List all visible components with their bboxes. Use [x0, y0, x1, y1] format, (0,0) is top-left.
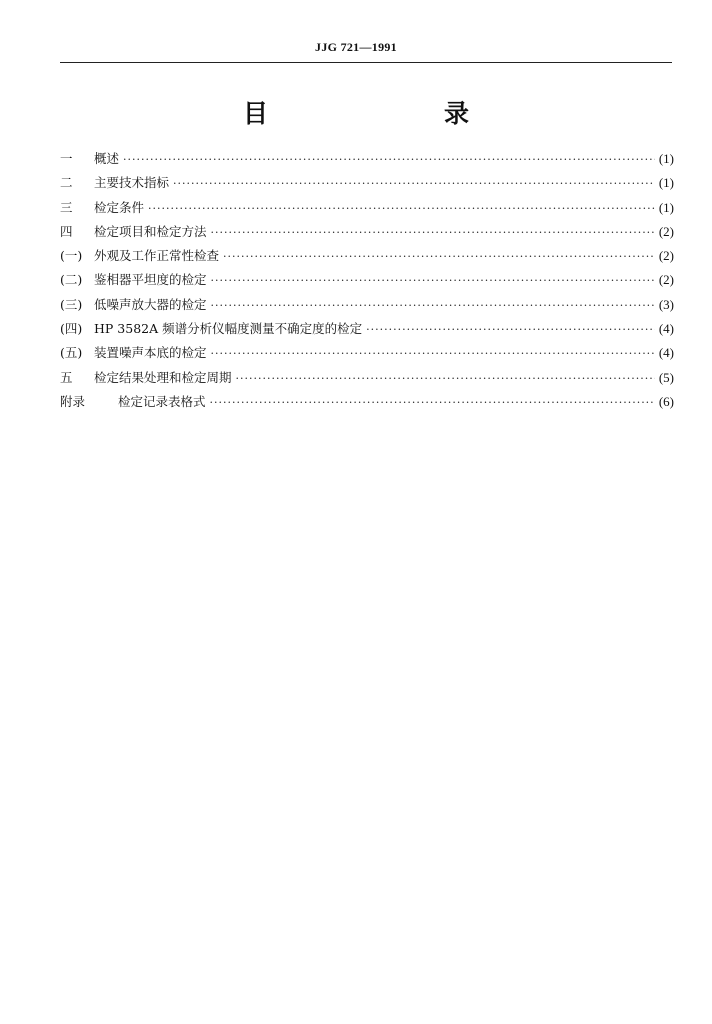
toc-entry[interactable]: [60, 173, 674, 197]
toc-entry-title: 外观及工作正常性检查: [94, 248, 220, 264]
toc-leader-dots: [173, 177, 655, 190]
toc-entry-page: (5): [658, 369, 674, 385]
toc-entry[interactable]: [60, 246, 674, 270]
toc-entry-number: 三: [60, 199, 73, 215]
toc-entry-title: 主要技术指标: [94, 175, 170, 191]
toc-entry-title: 检定条件: [94, 199, 145, 215]
toc-entry-page: (1): [658, 199, 674, 215]
toc-leader-dots: [366, 323, 655, 336]
toc-leader-dots: [211, 274, 655, 287]
toc-leader-dots: [210, 396, 655, 409]
toc-leader-dots: [211, 299, 655, 312]
toc-entry-page: (2): [658, 223, 674, 239]
document-code-header: JJG 721—1991: [315, 40, 397, 54]
toc-entry-title: 装置噪声本底的检定: [94, 345, 207, 361]
toc-entry[interactable]: [60, 319, 674, 343]
toc-entry-number: (四): [60, 321, 83, 337]
toc-entry-number: 一: [60, 151, 73, 166]
header-rule: [60, 62, 672, 63]
toc-entry-number: 四: [60, 223, 73, 239]
toc-entry-number: (五): [60, 345, 83, 361]
toc-leader-dots: [211, 226, 655, 239]
toc-leader-dots: [123, 153, 655, 166]
toc-entry-title: 鉴相器平坦度的检定: [94, 272, 207, 288]
toc-entry-page: (4): [658, 345, 674, 361]
toc-entry-page: (3): [658, 296, 674, 312]
toc-entry-title: 概述: [94, 151, 120, 166]
toc-entry[interactable]: [60, 392, 674, 416]
toc-leader-dots: [211, 347, 655, 360]
toc-entry-number: (三): [60, 296, 83, 312]
toc-leader-dots: [148, 202, 655, 215]
page-title: 目 录: [242, 99, 511, 128]
toc-entry-page: (1): [658, 175, 674, 191]
toc-entry-title: 检定记录表格式: [118, 393, 206, 409]
toc-entry-page: (4): [658, 321, 674, 337]
toc-entry-number: (一): [60, 248, 83, 264]
toc-entry[interactable]: [60, 149, 674, 173]
toc-entry-title: HP 3582A 频谱分析仪幅度测量不确定度的检定: [94, 321, 363, 337]
toc-entry[interactable]: [60, 198, 674, 222]
toc-entry-title: 低噪声放大器的检定: [94, 296, 207, 312]
toc-entry-page: (2): [658, 248, 674, 264]
toc-entry[interactable]: [60, 222, 674, 246]
toc-entry-number: 五: [60, 369, 73, 385]
toc-entry-title: 检定项目和检定方法: [94, 223, 207, 239]
toc-entry[interactable]: [60, 295, 674, 319]
toc-entry[interactable]: [60, 270, 674, 294]
toc-entry-title: 检定结果处理和检定周期: [94, 369, 232, 385]
table-of-contents: [60, 149, 674, 416]
toc-entry-page: (6): [658, 393, 674, 409]
toc-leader-dots: [223, 250, 655, 263]
toc-entry-number: 附录: [60, 393, 86, 409]
toc-entry-page: (1): [658, 151, 674, 166]
toc-entry-page: (2): [658, 272, 674, 288]
toc-leader-dots: [236, 372, 655, 385]
toc-entry[interactable]: [60, 343, 674, 367]
toc-entry[interactable]: [60, 368, 674, 392]
toc-entry-number: 二: [60, 175, 73, 191]
toc-entry-number: (二): [60, 272, 83, 288]
